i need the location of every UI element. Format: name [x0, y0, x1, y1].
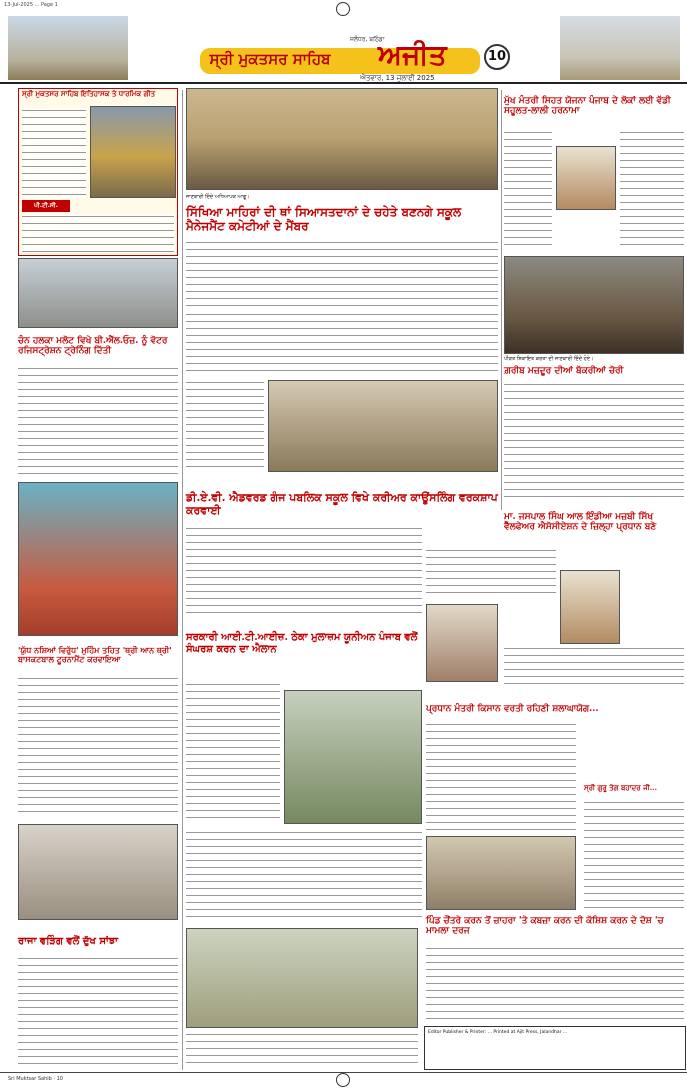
golden-temple-photo — [90, 106, 176, 198]
ceremony-photo — [186, 928, 418, 1028]
gathering-text — [584, 800, 684, 910]
headline-health-scheme: ਮੁੱਖ ਮੰਤਰੀ ਸਿਹਤ ਯੋਜਨਾ ਪੰਜਾਬ ਦੇ ਲੋਕਾਂ ਲਈ ਵੱਡੀ ਸਹੂਲਤ-ਲਾਲੀ ਹਰਨਾਮਾ — [504, 96, 671, 117]
basketball-body-text — [18, 676, 178, 816]
portrait-lali — [556, 146, 616, 210]
promo-details — [22, 214, 174, 252]
headline-case-registered: ਪਿੰਡ ਚੌਂਤਰੇ ਕਰਨ ਤੋਂ ਜ਼ਾਹਰਾ 'ਤੇ ਕਬਜ਼ਾ ਕਰਨ ਦੀ ਕੋਸ਼ਿਸ਼ ਕਰਨ ਦੇ ਦੋਸ਼ 'ਚ ਮਾਮਲਾ ਦਰਜ — [426, 916, 664, 937]
headline-jaspal-singh: ਮਾ. ਜਸਪਾਲ ਸਿੰਘ ਆਲ ਇੰਡੀਆ ਮਜ਼ਬੀ ਸਿੱਖ ਵੈੱਲਫੇਅਰ ਐਸੋਸੀਏਸ਼ਨ ਦੇ ਜ਼ਿਲ੍ਹਾ ਪ੍ਰਧਾਨ ਬਣੇ — [504, 512, 657, 533]
headline-guru-tegh-bahadur: ਸ੍ਰੀ ਗੁਰੂ ਤੇਗ ਬਹਾਦਰ ਜੀ... — [584, 783, 658, 792]
gurdwara-photo-right — [560, 16, 680, 80]
student-portrait — [426, 604, 498, 682]
basketball-photo — [18, 482, 178, 636]
headline-blo-training: ਚੰਨ ਹਲਕਾ ਮਲੋਟ ਵਿਖੇ ਬੀ.ਐੱਲ.ਓਜ਼. ਨੂੰ ਵੋਟਰ ਰਜਿਸਟ੍ਰੇਸ਼ਨ ਟ੍ਰੇਨਿੰਗ ਦਿੱਤੀ — [18, 336, 168, 357]
jaspal-body-left — [426, 548, 556, 598]
school-workshop-photo — [268, 380, 498, 472]
headline-goats: ਗ਼ਰੀਬ ਮਜ਼ਦੂਰ ਦੀਆਂ ਬੱਕਰੀਆਂ ਚੋਰੀ — [504, 366, 624, 376]
blo-body-text — [18, 366, 178, 476]
goats-photo-caption: ਪੀੜਤ ਸ਼ਿਕਾਇਤ ਕਰਤਾ ਦੀ ਜਾਣਕਾਰੀ ਦਿੰਦੇ ਹੋਏ। — [504, 356, 594, 362]
masthead-date: ਐਤਵਾਰ, 13 ਜੁਲਾਈ 2025 — [360, 74, 435, 82]
goats-body-text — [504, 382, 684, 502]
health-body-left — [504, 130, 552, 250]
promo-badge: ਪੀ.ਟੀ.ਸੀ. — [22, 200, 70, 212]
center-left-text — [186, 380, 264, 472]
smc-body-text — [186, 240, 498, 310]
gathering-photo — [426, 836, 576, 910]
page-footer: Sri Muktsar Sahib · 10 — [0, 1072, 687, 1089]
imprint-box: Editor Publisher & Printer: ... Printed at Ajit Press, Jalandhar ... — [424, 1026, 686, 1070]
masthead-tag: ਜਲੰਧਰ, ਬਠਿੰਡਾ — [350, 36, 385, 43]
newspaper-logo: ਅਜੀਤ — [378, 38, 447, 71]
headline-iti-union: ਸਰਕਾਰੀ ਆਈ.ਟੀ.ਆਈਜ਼. ਠੇਕਾ ਮੁਲਾਜ਼ਮ ਯੂਨੀਅਨ ਪੰਜਾਬ ਵਲੋਂ ਸੰਘਰਸ਼ ਕਰਨ ਦਾ ਐਲਾਨ — [186, 632, 418, 655]
teachers-photo-caption: ਜਾਣਕਾਰੀ ਦਿੰਦੇ ਅਧਿਆਪਕ ਆਗੂ। — [186, 194, 250, 200]
registration-mark — [336, 1073, 350, 1087]
column-rule — [501, 90, 502, 510]
iti-body-text — [186, 682, 280, 822]
headline-basketball: 'ਯੁੱਧ ਨਸ਼ਿਆਂ ਵਿਰੁੱਧ' ਮੁਹਿੰਮ ਤਹਿਤ 'ਥ੍ਰੀ ਆਨ ਥ੍ਰੀ' ਬਾਸਕਟਬਾਲ ਟੂਰਨਾਮੈਂਟ ਕਰਵਾਇਆ — [18, 645, 172, 665]
dav-body-text — [186, 526, 422, 616]
headline-dav-career: ਡੀ.ਏ.ਵੀ. ਐਡਵਰਡ ਗੰਜ ਪਬਲਿਕ ਸਕੂਲ ਵਿਖੇ ਕਰੀਅਰ ਕਾਊਂਸਲਿੰਗ ਵਰਕਸ਼ਾਪ ਕਰਵਾਈ — [186, 491, 498, 517]
warring-body-text — [18, 956, 178, 1066]
blo-training-photo — [18, 258, 178, 328]
case-body-text — [426, 946, 684, 1020]
promo-title: ਸ੍ਰੀ ਮੁਕਤਸਰ ਸਾਹਿਬ ਇਤਿਹਾਸਕ ਤੇ ਧਾਰਮਿਕ ਗੀਤ — [22, 89, 156, 98]
teachers-group-photo — [186, 88, 498, 190]
smc-body-lower — [186, 312, 498, 376]
column-rule — [182, 90, 183, 1070]
gurdwara-photo-left — [8, 16, 128, 80]
page-number: 10 — [484, 44, 510, 70]
ceremony-caption-text — [186, 1032, 418, 1066]
print-slug: 13-Jul-2025 ... Page 1 — [4, 2, 58, 8]
pm-body-text — [426, 722, 576, 832]
headline-raja-warring: ਰਾਜਾ ਵੜਿੰਗ ਵਲੋਂ ਦੁੱਖ ਸਾਂਝਾ — [18, 936, 118, 947]
portrait-jaspal-singh — [560, 570, 620, 644]
iti-union-photo — [284, 690, 422, 824]
registration-mark — [336, 2, 350, 16]
jaspal-body-right — [504, 646, 684, 686]
headline-smc: ਸਿੱਖਿਆ ਮਾਹਿਰਾਂ ਦੀ ਥਾਂ ਸਿਆਸਤਦਾਨਾਂ ਦੇ ਚਹੇਤੇ ਬਣਨਗੇ ਸਕੂਲ ਮੈਨੇਜਮੈਂਟ ਕਮੇਟੀਆਂ ਦੇ ਮੈਂਬਰ — [186, 205, 462, 233]
center-lower-text — [186, 830, 422, 922]
health-body-right — [620, 130, 684, 250]
condolence-photo — [18, 824, 178, 920]
masthead-city: ਸ੍ਰੀ ਮੁਕਤਸਰ ਸਾਹਿਬ — [209, 50, 331, 68]
promo-text — [22, 108, 86, 198]
headline-pm-scheme: ਪ੍ਰਧਾਨ ਮੰਤਰੀ ਕਿਸਾਨ ਵਰਤੀ ਰਹਿਣੀ ਸ਼ਲਾਘਾਯੋਗ... — [426, 704, 599, 714]
goats-theft-photo — [504, 256, 684, 354]
